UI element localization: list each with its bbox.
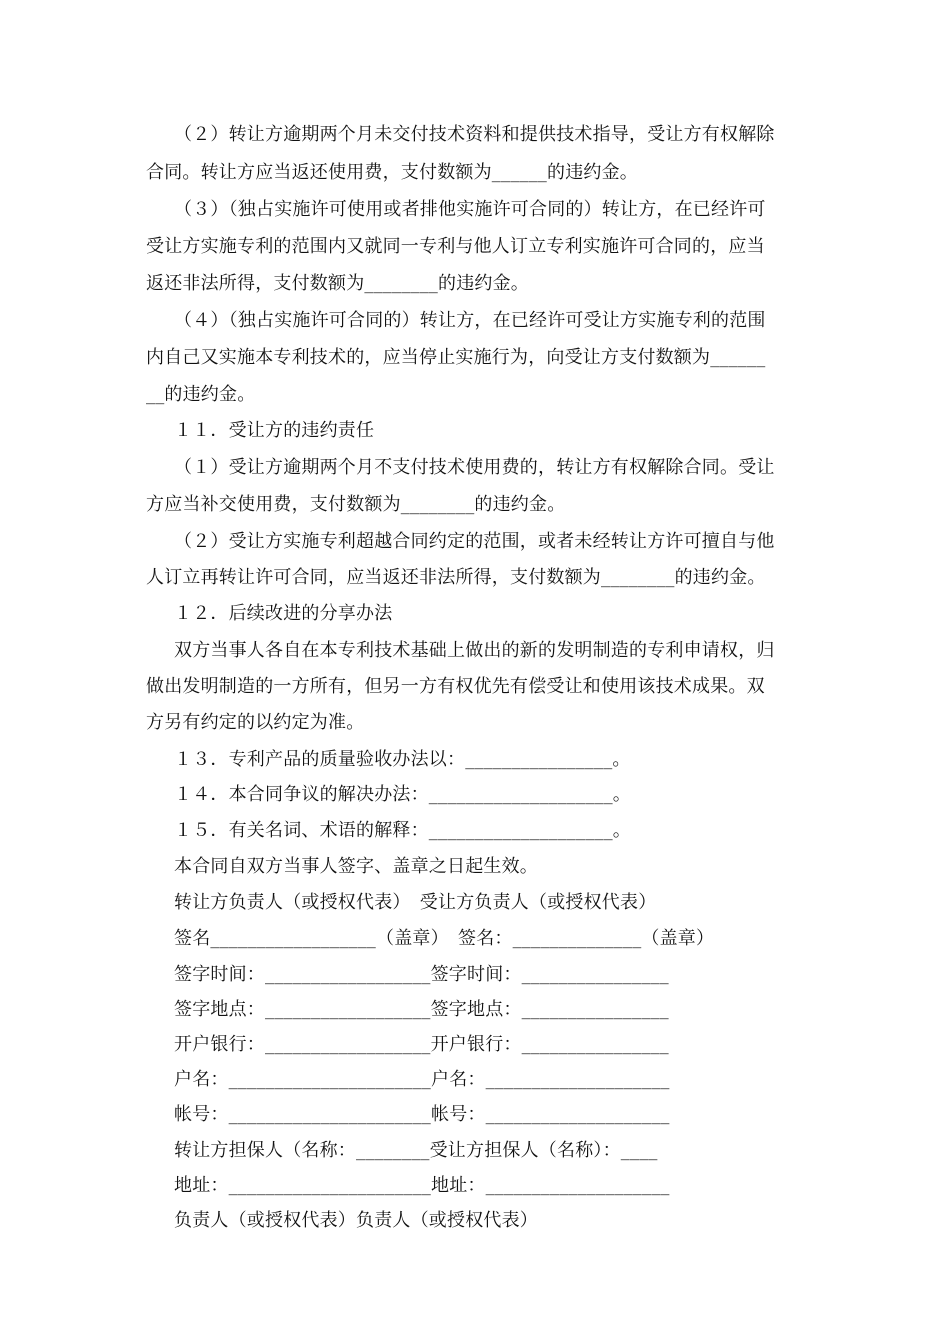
effective-clause: 本合同自双方当事人签字、盖章之日起生效。 xyxy=(174,856,538,877)
account-number-line: 帐号：______________________帐号：____________________ xyxy=(174,1104,670,1125)
section-12-heading: １２．后续改进的分享办法 xyxy=(174,603,393,624)
clause-10-2-line-1: （２）转让方逾期两个月未交付技术资料和提供技术指导，受让方有权解除 xyxy=(174,124,775,145)
sign-date-line: 签字时间：__________________签字时间：________________ xyxy=(174,964,669,985)
clause-10-2-line-2: 合同。转让方应当返还使用费，支付数额为______的违约金。 xyxy=(146,162,638,183)
clause-11-1-line-2: 方应当补交使用费，支付数额为________的违约金。 xyxy=(146,494,566,515)
section-11-heading: １１．受让方的违约责任 xyxy=(174,420,375,441)
section-12-text-line-2: 做出发明制造的一方所有，但另一方有权优先有偿受让和使用该技术成果。双 xyxy=(146,676,765,697)
guarantor-representative-line: 负责人（或授权代表）负责人（或授权代表） xyxy=(174,1210,538,1231)
signature-line: 签名__________________（盖章） 签名：______________（盖章） xyxy=(174,928,715,949)
clause-10-4-line-1: （４）（独占实施许可合同的）转让方，在已经许可受让方实施专利的范围 xyxy=(174,310,766,331)
section-12-text-line-3: 方另有约定的以约定为准。 xyxy=(146,712,365,733)
sign-place-line: 签字地点：__________________签字地点：________________ xyxy=(174,999,669,1020)
address-line: 地址：______________________地址：____________________ xyxy=(174,1175,670,1196)
clause-10-4-line-2: 内自己又实施本专利技术的，应当停止实施行为，向受让方支付数额为______ xyxy=(146,347,766,368)
clause-10-3-line-2: 受让方实施专利的范围内又就同一专利与他人订立专利实施许可合同的，应当 xyxy=(146,236,765,257)
clause-10-3-line-3: 返还非法所得，支付数额为________的违约金。 xyxy=(146,273,529,294)
section-14: １４．本合同争议的解决办法：____________________。 xyxy=(174,784,631,805)
clause-10-4-line-3: __的违约金。 xyxy=(146,384,256,405)
guarantor-line: 转让方担保人（名称：________受让方担保人（名称）：____ xyxy=(174,1140,658,1161)
clause-11-1-line-1: （１）受让方逾期两个月不支付技术使用费的，转让方有权解除合同。受让 xyxy=(174,457,775,478)
clause-11-2-line-1: （２）受让方实施专利超越合同约定的范围，或者未经转让方许可擅自与他 xyxy=(174,531,775,552)
account-name-line: 户名：______________________户名：____________________ xyxy=(174,1069,670,1090)
section-15: １５．有关名词、术语的解释：____________________。 xyxy=(174,820,631,841)
clause-11-2-line-2: 人订立再转让许可合同，应当返还非法所得，支付数额为________的违约金。 xyxy=(146,567,766,588)
signatory-headers: 转让方负责人（或授权代表） 受让方负责人（或授权代表） xyxy=(174,892,657,913)
section-12-text-line-1: 双方当事人各自在本专利技术基础上做出的新的发明制造的专利申请权，归 xyxy=(174,640,775,661)
clause-10-3-line-1: （３）（独占实施许可使用或者排他实施许可合同的）转让方，在已经许可 xyxy=(174,199,766,220)
section-13: １３．专利产品的质量验收办法以：________________。 xyxy=(174,749,631,770)
bank-line: 开户银行：__________________开户银行：________________ xyxy=(174,1034,669,1055)
